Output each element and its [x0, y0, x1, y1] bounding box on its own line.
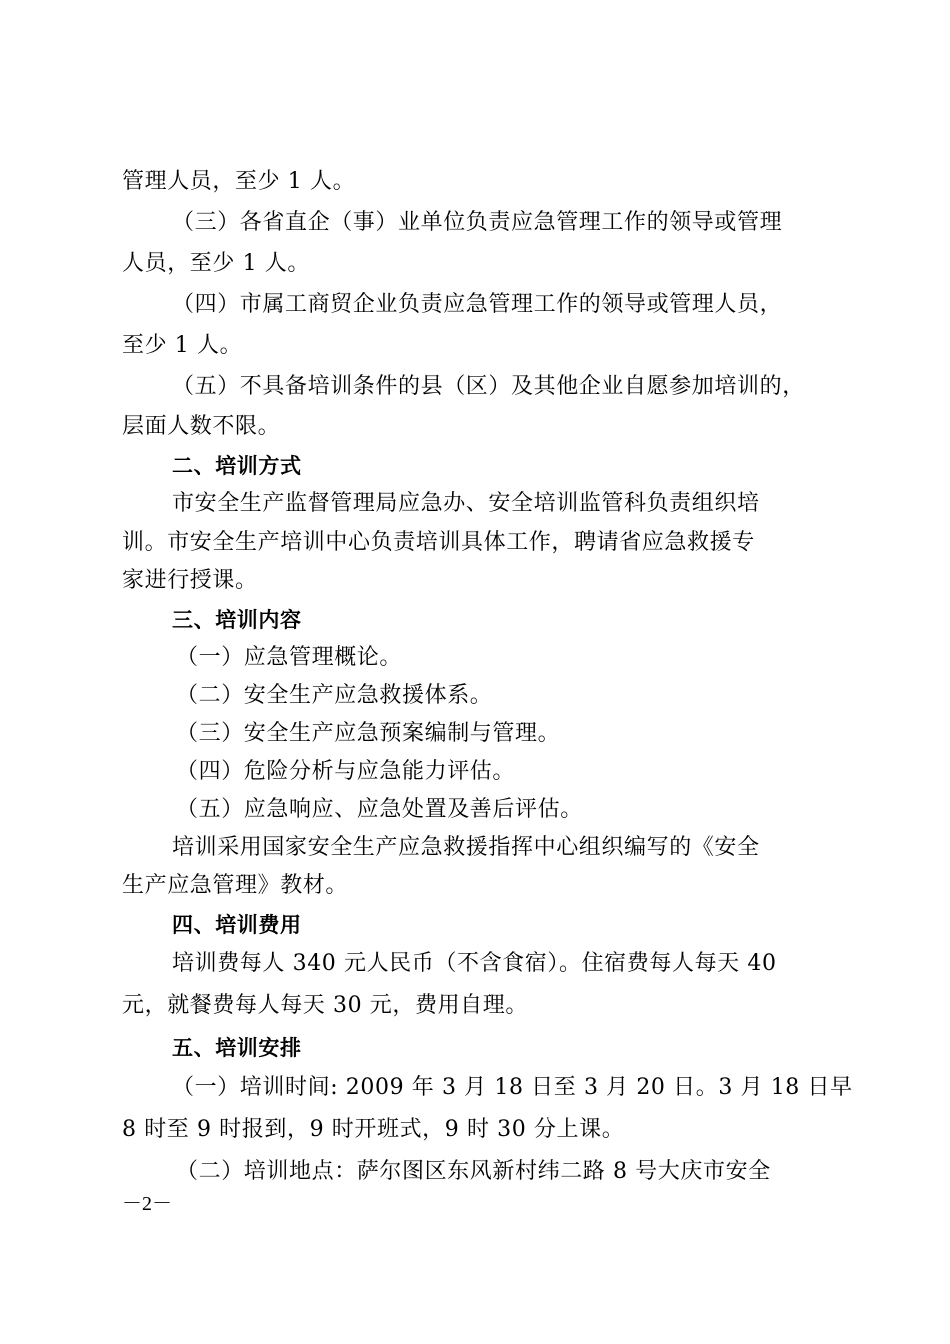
body-text-line: （三）各省直企（事）业单位负责应急管理工作的领导或管理 [172, 210, 783, 235]
page-number: －2－ [122, 1193, 172, 1215]
body-text-line: 8 时至 9 时报到，9 时开班式，9 时 30 分上课。 [122, 1117, 625, 1142]
section-heading: 三、培训内容 [172, 608, 302, 632]
body-text-line: 元，就餐费每人每天 30 元，费用自理。 [122, 993, 528, 1018]
body-text-line: （四）市属工商贸企业负责应急管理工作的领导或管理人员， [172, 292, 783, 317]
body-text-line: （一）培训时间: 2009 年 3 月 18 日至 3 月 20 日。3 月 18 日早 [172, 1075, 853, 1100]
body-text-line: 家进行授课。 [122, 568, 258, 593]
body-text-line: 训。市安全生产培训中心负责培训具体工作，聘请省应急救援专 [122, 530, 755, 555]
section-heading: 五、培训安排 [172, 1036, 302, 1060]
list-item: （一）应急管理概论。 [176, 645, 403, 670]
section-heading: 二、培训方式 [172, 454, 302, 478]
body-text-line: 管理人员，至少 1 人。 [122, 169, 356, 194]
body-text-line: 培训费每人 340 元人民币（不含食宿）。住宿费每人每天 40 [172, 951, 777, 976]
list-item: （五）应急响应、应急处置及善后评估。 [176, 797, 583, 822]
list-item: （四）危险分析与应急能力评估。 [176, 759, 516, 784]
body-text-line: 人员，至少 1 人。 [122, 251, 310, 276]
body-text-line: 市安全生产监督管理局应急办、安全培训监管科负责组织培 [172, 491, 760, 516]
section-heading: 四、培训费用 [172, 913, 302, 937]
body-text-line: 培训采用国家安全生产应急救援指挥中心组织编写的《安全 [172, 835, 760, 860]
list-item: （二）安全生产应急救援体系。 [176, 683, 493, 708]
body-text-line: 层面人数不限。 [122, 414, 281, 439]
body-text-line: （五）不具备培训条件的县（区）及其他企业自愿参加培训的， [172, 374, 805, 399]
body-text-line: 生产应急管理》教材。 [122, 873, 349, 898]
body-text-line: 至少 1 人。 [122, 333, 243, 358]
list-item: （三）安全生产应急预案编制与管理。 [176, 721, 561, 746]
body-text-line: （二）培训地点：萨尔图区东风新村纬二路 8 号大庆市安全 [176, 1159, 771, 1184]
